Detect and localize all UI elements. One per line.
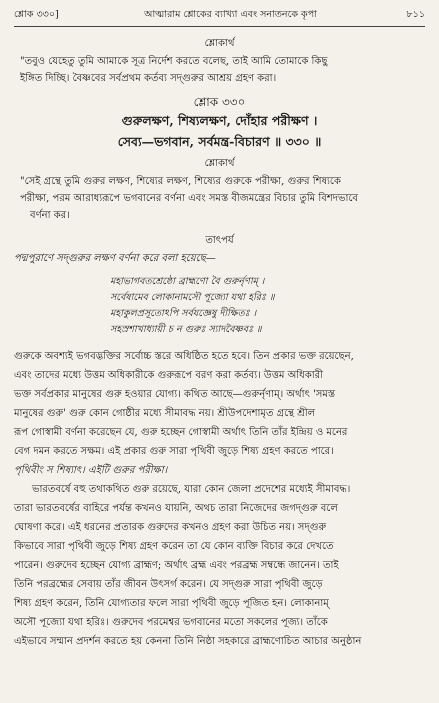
- body-line: এইভাবে সম্মান প্রদর্শন করতে হয় কেননা তিনি নিষ্ঠা সহকারে ব্রাহ্মণোচিত আচার অনুষ্ঠান: [14, 636, 362, 647]
- tatparya-body: [14, 347, 425, 651]
- text-line: বর্ণনা কর।: [30, 210, 70, 221]
- body-line: কিভাবে সারা পৃথিবী জুড়ে শিষ্য গ্রহণ করেন তা যে কোন ব্যক্তি বিচার করে দেখতে: [14, 541, 334, 552]
- shlokartha-text-2: [20, 173, 419, 224]
- shlokartha-heading-2: শ্লোকার্থ: [204, 158, 235, 169]
- shloka-verse-line-2: সেব্য—ভগবান, সর্বমন্ত্র-বিচারণ ॥ ৩৩০ ॥: [117, 134, 322, 149]
- shloka-number: শ্লোক ৩৩০: [193, 95, 246, 109]
- shlokartha-text-1: [20, 53, 419, 87]
- verse-line: মহাকুলপ্রসূতোঽপি সর্বযজ্ঞেষু দীক্ষিতঃ ।: [110, 308, 257, 319]
- text-line: "সেই গ্রন্থে তুমি গুরুর লক্ষণ, শিষ্যের লক্ষণ, শিষ্যের গুরুকে পরীক্ষা, গুরুর শিষ্যকে: [20, 176, 341, 187]
- body-line: বেগ দমন করতে সক্ষম। এই প্রকার গুরু সারা পৃথিবী জুড়ে শিষ্য গ্রহণ করতে পারে।: [14, 446, 334, 457]
- quoted-verse: [110, 274, 419, 338]
- verse-line: সর্বেষামেব লোকানামসৌ পূজ্যো যথা হরিঃ ॥: [110, 292, 275, 303]
- text-line: "তবুও যেহেতু তুমি আমাকে সূত্র নির্দেশ করতে বলেছ, তাই আমি তোমাকে কিছু: [20, 56, 328, 67]
- text-line: পরীক্ষা, পরম আরাধ্যরূপে ভগবানের বর্ণনা এবং সমস্ত বীজমন্ত্রের বিচার তুমি বিশদভাবে: [20, 193, 358, 204]
- body-line: গুরুকে অবশ্যই ভগবদ্ভক্তির সর্বোচ্চ স্তরে অধিষ্ঠিত হতে হবে। তিন প্রকার ভক্ত রয়েছেন,: [14, 351, 354, 362]
- body-line: পারেন। গুরুদেব হচ্ছেন যোগ্য ব্রাহ্মণ; অর্থাৎ ব্রহ্ম এবং পরব্রহ্ম সম্বন্ধে জানেন। তাই: [14, 560, 339, 571]
- body-line: এবং তাদের মধ্যে উত্তম অধিকারীকে গুরুরূপে বরণ করা কর্তব্য। উত্তম অধিকারী: [14, 370, 323, 381]
- body-line: তিনি পরব্রহ্মের সেবায় তাঁর জীবন উৎসর্গ করেন। যে সদ্গুরু সারা পৃথিবী জুড়ে: [14, 579, 323, 590]
- verse-line: সহস্রশাখাধ্যায়ী চ ন গুরুঃ স্যাদবৈষ্ণবঃ ॥: [110, 324, 262, 335]
- tatparya-heading: তাৎপর্য: [205, 235, 234, 246]
- header-shloka-range: শ্লোক ৩৩০]: [14, 9, 59, 20]
- body-line: ভক্ত সর্বপ্রকার মানুষের গুরু হওয়ার যোগ্য। কথিত আছে—গুরুর্নৃণাম্। অর্থাৎ 'সমস্ত: [14, 389, 336, 400]
- page-number: ৮১১: [406, 9, 425, 20]
- running-header: [14, 8, 425, 24]
- verse-line: মহাভাগবতশ্রেষ্ঠো ব্রাহ্মণো বৈ গুরুর্নৃণাম্ ।: [110, 276, 265, 287]
- body-line: মানুষের গুরু' গুরু কোন গোষ্ঠীর মধ্যে সীমাবদ্ধ নয়। শ্রীউপদেশামৃত গ্রন্থে শ্রীল: [14, 408, 316, 419]
- shlokartha-heading-1: শ্লোকার্থ: [204, 38, 235, 49]
- tatparya-intro: পদ্মপুরাণে সদ্গুরুর লক্ষণ বর্ণনা করে বলা হয়েছে—: [14, 253, 216, 264]
- body-line: শিষ্য গ্রহণ করেন, তিনি যোগ্যতার ফলে সারা পৃথিবী জুড়ে পূজিত হন। লোকানাম্: [14, 598, 329, 609]
- body-line: ভারতবর্ষে বহু তথাকথিত গুরু রয়েছে, যারা কোন জেলা প্রদেশের মধ্যেই সীমাবদ্ধ।: [32, 484, 351, 495]
- body-line: তারা ভারতবর্ষের বাহিরে পর্যন্ত কখনও যায়নি, অথচ তারা নিজেদের জগদ্গুরু বলে: [14, 503, 338, 514]
- body-line: অসৌ পূজ্যো যথা হরিঃ। গুরুদেব পরমেশ্বর ভগবানের মতো সকলের পূজ্য। তাঁকে: [14, 617, 328, 628]
- shloka-verse-line-1: গুরুলক্ষণ, শিষ্যলক্ষণ, দোঁহার পরীক্ষণ ।: [121, 113, 318, 128]
- body-line: পৃথিবীং স শিষ্যাৎ। এইটি গুরুর পরীক্ষা।: [14, 465, 168, 476]
- header-chapter-title: আত্মারাম শ্লোকের ব্যাখ্যা এবং সনাতনকে কৃপা: [144, 9, 317, 20]
- body-line: রূপ গোস্বামী বর্ণনা করেছেন যে, গুরু হচ্ছেন গোস্বামী অর্থাৎ তিনি তাঁর ইন্দ্রিয় ও মনের: [14, 427, 348, 438]
- text-line: ইঙ্গিত দিচ্ছি। বৈষ্ণবের সর্বপ্রথম কর্তব্য সদ্গুরুর আশ্রয় গ্রহণ করা।: [20, 73, 277, 84]
- header-rule: [14, 26, 425, 27]
- body-line: ঘোষণা করে। এই ধরনের প্রতারক গুরুদের কখনও গ্রহণ করা উচিত নয়। সদ্গুরু: [14, 522, 327, 533]
